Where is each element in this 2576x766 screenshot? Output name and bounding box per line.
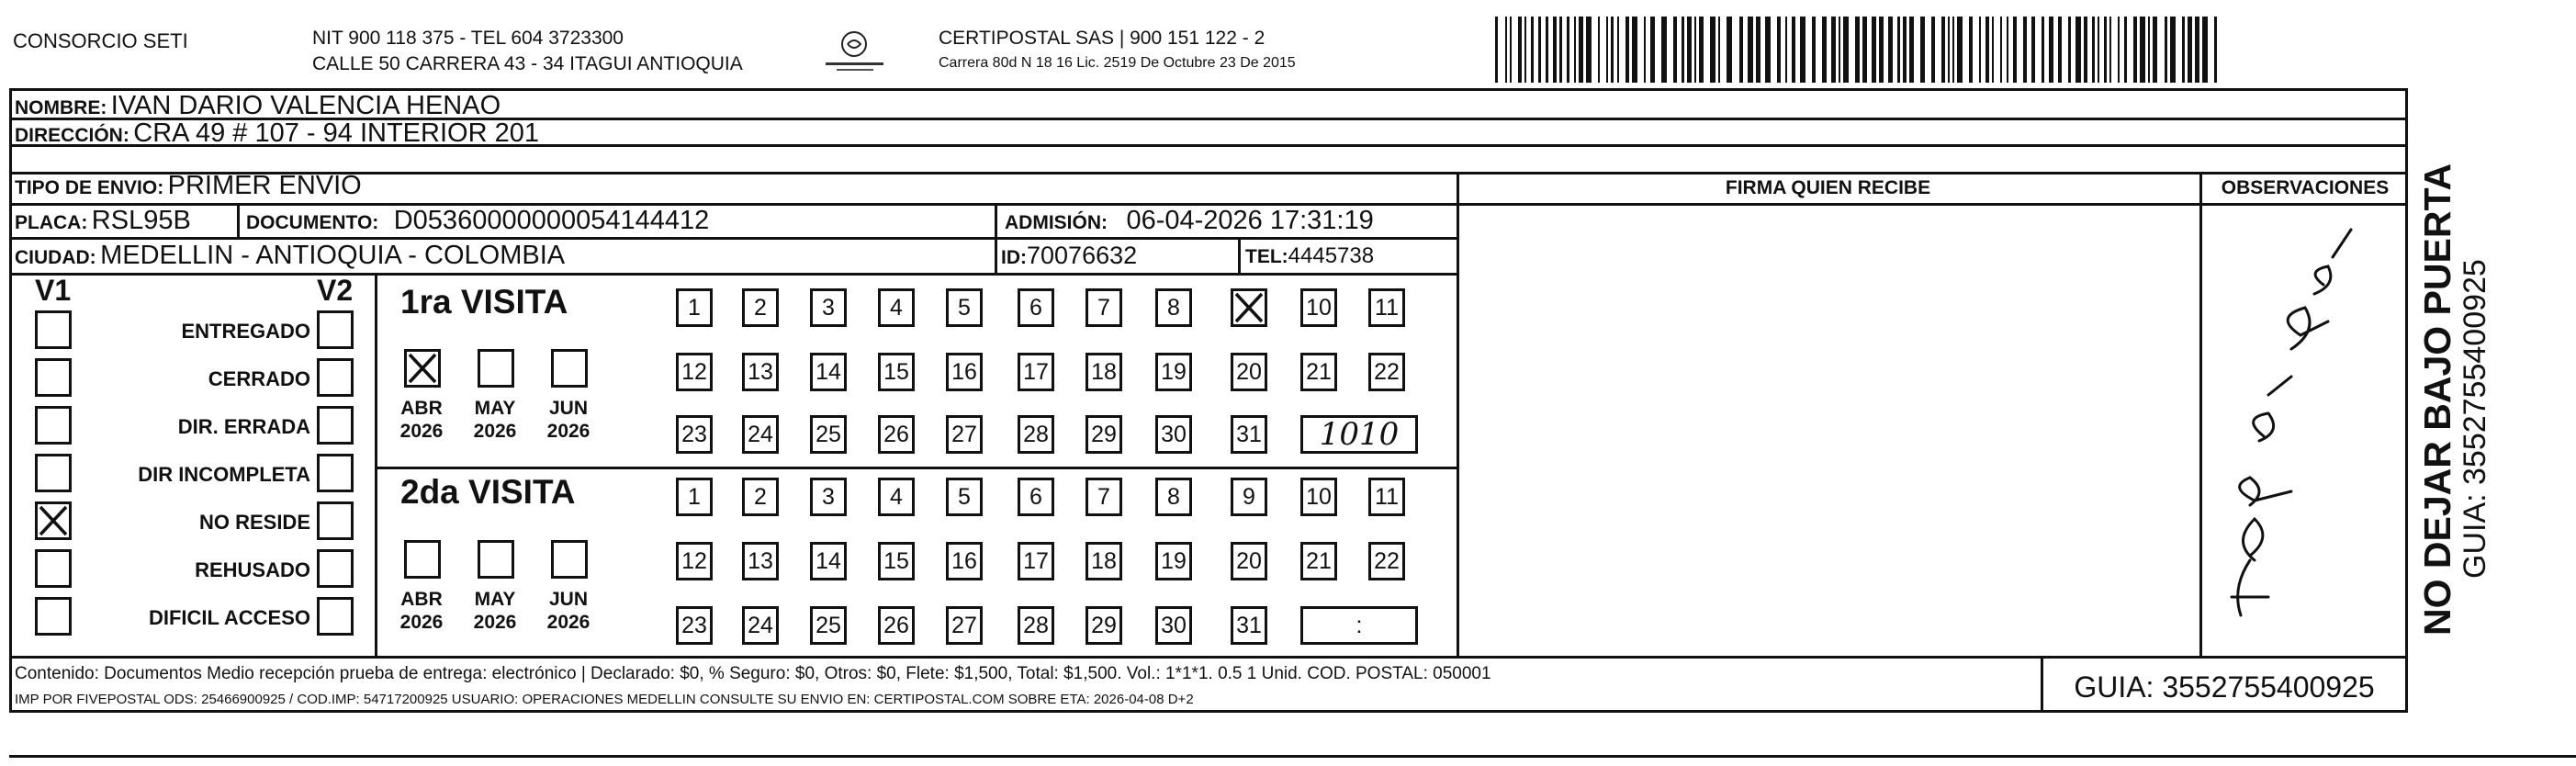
day-box[interactable]: 29	[1086, 415, 1122, 454]
day-box[interactable]: 14	[810, 542, 847, 580]
barcode-bar	[1625, 17, 1629, 83]
month-checkbox[interactable]	[478, 349, 514, 388]
month-label: ABR 2026	[399, 589, 444, 633]
company-name: CONSORCIO SETI	[13, 29, 188, 52]
barcode-bar	[1687, 17, 1692, 83]
barcode-bar	[1710, 17, 1715, 83]
v1-checkbox[interactable]	[35, 406, 72, 445]
barcode-bar	[1727, 17, 1732, 83]
tel-value: 4445738	[1288, 243, 1375, 268]
placa-row	[15, 206, 191, 236]
barcode-bar	[2092, 17, 2095, 83]
barcode-bar	[1872, 17, 1876, 83]
nombre-label: NOMBRE:	[15, 97, 107, 118]
admision-row	[1005, 206, 1374, 236]
direccion-row	[15, 118, 539, 149]
footer-content: Contenido: Documentos Medio recepción prueba de entrega: electrónico | Declarado: $0, % Seguro: $0, Otros: $0, Flete: $1,500, Total: $1,500. Vol.: 1*1*1. 0.5 1 Unid. COD. POSTAL: 050001	[15, 664, 1491, 683]
day-box[interactable]: 7	[1086, 288, 1122, 327]
day-box[interactable]: 11	[1368, 288, 1405, 327]
day-box[interactable]: 3	[810, 478, 847, 516]
barcode-bar	[2182, 17, 2185, 83]
reason-label: ENTREGADO	[181, 320, 310, 343]
barcode-bar	[1531, 17, 1534, 83]
day-box[interactable]: 6	[1018, 288, 1054, 327]
company-nit: NIT 900 118 375 - TEL 604 3723300	[312, 28, 624, 49]
day-box[interactable]: 6	[1018, 478, 1054, 516]
barcode-bar	[1598, 17, 1600, 83]
ciudad-value: MEDELLIN - ANTIOQUIA - COLOMBIA	[100, 241, 566, 270]
barcode-bar	[1606, 17, 1608, 83]
barcode-bar	[1909, 17, 1914, 83]
barcode-bar	[2007, 17, 2008, 83]
handwritten-signature	[2204, 211, 2406, 652]
day-box[interactable]: 27	[946, 606, 983, 645]
barcode-bar	[1510, 17, 1512, 83]
day-box[interactable]: 25	[810, 606, 847, 645]
reason-label: DIFICIL ACCESO	[148, 606, 310, 629]
barcode-bar	[1650, 17, 1655, 83]
day-box[interactable]: 23	[676, 415, 713, 454]
day-box[interactable]: 10	[1300, 478, 1337, 516]
admision-value: 06-04-2026 17:31:19	[1126, 206, 1374, 235]
barcode-bar	[1546, 17, 1548, 83]
tipo-label: TIPO DE ENVIO:	[15, 177, 164, 198]
time-box[interactable]: 1010	[1300, 415, 1418, 454]
barcode-bar	[1756, 17, 1760, 83]
barcode-bar	[2195, 17, 2199, 83]
barcode-bar	[2031, 17, 2035, 83]
day-box[interactable]: 4	[878, 478, 915, 516]
barcode-bar	[2013, 17, 2017, 83]
side-title: NO DEJAR BAJO PUERTA	[2416, 163, 2458, 636]
v1-checkbox[interactable]	[35, 454, 72, 492]
barcode-bar	[1903, 17, 1907, 83]
barcode-bar	[2170, 17, 2176, 83]
barcode-bar	[1661, 17, 1667, 83]
barcode-bar	[2165, 17, 2167, 83]
day-box[interactable]: 2	[742, 478, 779, 516]
day-box[interactable]: 4	[878, 288, 915, 327]
day-box[interactable]: 28	[1018, 606, 1054, 645]
barcode-bar	[1574, 17, 1576, 83]
barcode-bar	[1673, 17, 1677, 83]
barcode-bar	[1748, 17, 1753, 83]
barcode-bar	[2118, 17, 2120, 83]
carrier-name: CERTIPOSTAL SAS | 900 151 122 - 2	[939, 28, 1266, 49]
barcode-bar	[1611, 17, 1614, 83]
day-box[interactable]: 31	[1231, 606, 1267, 645]
day-box[interactable]: 17	[1018, 353, 1054, 391]
direccion-value: CRA 49 # 107 - 94 INTERIOR 201	[133, 118, 539, 148]
ciudad-row	[15, 241, 565, 271]
day-box[interactable]: 12	[676, 353, 713, 391]
day-box[interactable]: 9	[1231, 478, 1267, 516]
v1-checkbox[interactable]	[35, 549, 72, 588]
barcode-bar	[1952, 17, 1954, 83]
side-guia: GUIA: 3552755400925	[2458, 259, 2492, 579]
barcode-bar	[1739, 17, 1743, 83]
day-box[interactable]: 28	[1018, 415, 1054, 454]
barcode-bar	[1765, 17, 1771, 83]
day-box[interactable]: 31	[1231, 415, 1267, 454]
day-box[interactable]: 19	[1155, 353, 1192, 391]
month-label: JUN 2026	[546, 398, 591, 442]
first-visit-title: 1ra VISITA	[400, 283, 568, 321]
barcode-bar	[1831, 17, 1836, 83]
barcode-bar	[1879, 17, 1884, 83]
day-box[interactable]: 26	[878, 606, 915, 645]
day-box[interactable]: 1	[676, 478, 713, 516]
day-box-checked[interactable]	[1231, 288, 1267, 327]
day-box[interactable]: 20	[1231, 542, 1267, 580]
month-checkbox[interactable]	[404, 540, 441, 579]
barcode-bar	[1888, 17, 1893, 83]
placa-value: RSL95B	[91, 206, 191, 235]
barcode-bar	[1941, 17, 1945, 83]
documento-row	[246, 206, 709, 236]
day-box[interactable]: 24	[742, 415, 779, 454]
month-label: MAY 2026	[473, 589, 517, 633]
reason-label: CERRADO	[208, 367, 310, 390]
day-box[interactable]: 25	[810, 415, 847, 454]
day-box[interactable]: 1	[676, 288, 713, 327]
day-box[interactable]: 22	[1368, 542, 1405, 580]
barcode-bar	[1985, 17, 1989, 83]
barcode-bar	[1538, 17, 1541, 83]
barcode-bar	[1777, 17, 1781, 83]
tel-row	[1245, 243, 1374, 269]
barcode-bar	[2058, 17, 2062, 83]
day-box[interactable]: 7	[1086, 478, 1122, 516]
day-box[interactable]: 19	[1155, 542, 1192, 580]
day-box[interactable]: 30	[1155, 415, 1192, 454]
barcode-bar	[1586, 17, 1592, 83]
direccion-label: DIRECCIÓN:	[15, 125, 129, 146]
barcode-bar	[1992, 17, 1994, 83]
barcode-bar	[2098, 17, 2099, 83]
v1-checkbox[interactable]	[35, 597, 72, 636]
barcode-bar	[2000, 17, 2002, 83]
certipostal-logo	[820, 28, 889, 75]
day-box[interactable]: 12	[676, 542, 713, 580]
barcode-bar	[1694, 17, 1696, 83]
barcode-bar	[1524, 17, 1526, 83]
firma-label: FIRMA QUIEN RECIBE	[1725, 177, 1931, 198]
barcode-bar	[1855, 17, 1860, 83]
barcode-bar	[1518, 17, 1522, 83]
barcode-bar	[1920, 17, 1925, 83]
barcode-bar	[1969, 17, 1973, 83]
day-box[interactable]: 18	[1086, 542, 1122, 580]
tipo-value: PRIMER ENVIO	[167, 171, 362, 200]
v1-checkbox[interactable]	[35, 501, 72, 540]
barcode-bar	[2104, 17, 2107, 83]
v2-checkbox[interactable]	[317, 310, 354, 349]
day-box[interactable]: 29	[1086, 606, 1122, 645]
barcode-bar	[1505, 17, 1507, 83]
id-value: 70076632	[1027, 242, 1138, 269]
barcode-bar	[2109, 17, 2111, 83]
day-box[interactable]: 26	[878, 415, 915, 454]
month-checkbox[interactable]	[478, 540, 514, 579]
v1-checkbox[interactable]	[35, 358, 72, 397]
side-warning	[2417, 121, 2492, 636]
footer-guia: GUIA: 3552755400925	[2074, 670, 2375, 704]
barcode-bar	[1644, 17, 1646, 83]
day-box[interactable]: 10	[1300, 288, 1337, 327]
barcode-bar	[1553, 17, 1557, 83]
barcode	[1495, 0, 2230, 92]
second-visit-title: 2da VISITA	[400, 473, 576, 511]
reason-label: DIR INCOMPLETA	[138, 463, 310, 486]
ciudad-label: CIUDAD:	[15, 247, 96, 268]
day-box[interactable]: 17	[1018, 542, 1054, 580]
barcode-bar	[2049, 17, 2053, 83]
observaciones-label: OBSERVACIONES	[2221, 177, 2390, 198]
day-box[interactable]: 11	[1368, 478, 1405, 516]
day-box[interactable]: 13	[742, 542, 779, 580]
barcode-bar	[1567, 17, 1569, 83]
month-checkbox[interactable]	[551, 349, 588, 388]
day-box[interactable]: 15	[878, 353, 915, 391]
day-box[interactable]: 8	[1155, 288, 1192, 327]
day-box[interactable]: 30	[1155, 606, 1192, 645]
day-box[interactable]: 15	[878, 542, 915, 580]
day-box[interactable]: 2	[742, 288, 779, 327]
barcode-bar	[1979, 17, 1981, 83]
nombre-row	[15, 91, 501, 121]
v2-checkbox[interactable]	[317, 454, 354, 492]
barcode-bar	[2202, 17, 2208, 83]
documento-label: DOCUMENTO:	[246, 212, 379, 233]
placa-label: PLACA:	[15, 212, 88, 233]
v2-checkbox[interactable]	[317, 597, 354, 636]
month-checkbox[interactable]	[404, 349, 441, 388]
barcode-bar	[2042, 17, 2044, 83]
v1-label: V1	[35, 274, 72, 307]
footer-imp: IMP POR FIVEPOSTAL ODS: 25466900925 / COD.IMP: 54717200925 USUARIO: OPERACIONES MEDELLIN CONSULTE SU ENVIO EN: CERTIPOSTAL.COM SOBRE ETA: 2026-04-08 D+2	[15, 692, 1194, 707]
company-address: CALLE 50 CARRERA 43 - 34 ITAGUI ANTIOQUIA	[312, 53, 743, 74]
day-box[interactable]: 5	[946, 288, 983, 327]
barcode-bar	[1839, 17, 1840, 83]
barcode-bar	[2068, 17, 2071, 83]
month-label: JUN 2026	[546, 589, 591, 633]
day-box[interactable]: 21	[1300, 542, 1337, 580]
barcode-bar	[1718, 17, 1720, 83]
v2-checkbox[interactable]	[317, 501, 354, 540]
reason-label: NO RESIDE	[198, 511, 310, 534]
barcode-bar	[1812, 17, 1816, 83]
nombre-value: IVAN DARIO VALENCIA HENAO	[110, 91, 501, 120]
barcode-bar	[1862, 17, 1867, 83]
barcode-bar	[2140, 17, 2145, 83]
barcode-bar	[2023, 17, 2027, 83]
barcode-bar	[2084, 17, 2087, 83]
day-box[interactable]: 5	[946, 478, 983, 516]
day-box[interactable]: 23	[676, 606, 713, 645]
day-box[interactable]: 14	[810, 353, 847, 391]
v2-checkbox[interactable]	[317, 549, 354, 588]
month-label: ABR 2026	[399, 398, 444, 442]
day-box[interactable]: 20	[1231, 353, 1267, 391]
documento-value: D05360000000054144412	[393, 206, 710, 235]
id-row	[1001, 242, 1137, 270]
barcode-bar	[2188, 17, 2192, 83]
barcode-bar	[1843, 17, 1849, 83]
day-box[interactable]: 24	[742, 606, 779, 645]
reason-label: REHUSADO	[195, 558, 310, 581]
carrier-license: Carrera 80d N 18 16 Lic. 2519 De Octubre 23 De 2015	[939, 55, 1296, 71]
barcode-bar	[1495, 17, 1498, 83]
day-box[interactable]: 21	[1300, 353, 1337, 391]
tipo-row	[15, 171, 362, 201]
barcode-bar	[1559, 17, 1562, 83]
barcode-bar	[2214, 17, 2217, 83]
barcode-bar	[2075, 17, 2081, 83]
day-box[interactable]: 22	[1368, 353, 1405, 391]
barcode-bar	[1632, 17, 1637, 83]
barcode-bar	[1957, 17, 1963, 83]
barcode-bar	[1931, 17, 1935, 83]
day-box[interactable]: 13	[742, 353, 779, 391]
day-box[interactable]: 3	[810, 288, 847, 327]
month-checkbox[interactable]	[551, 540, 588, 579]
barcode-bar	[1682, 17, 1684, 83]
barcode-bar	[2124, 17, 2127, 83]
v2-label: V2	[317, 274, 354, 307]
day-box[interactable]: 8	[1155, 478, 1192, 516]
id-label: ID:	[1001, 247, 1027, 268]
barcode-bar	[1897, 17, 1900, 83]
v2-checkbox[interactable]	[317, 358, 354, 397]
barcode-bar	[1948, 17, 1950, 83]
barcode-bar	[1699, 17, 1704, 83]
tel-label: TEL:	[1245, 246, 1288, 267]
month-label: MAY 2026	[473, 398, 517, 442]
barcode-bar	[2133, 17, 2137, 83]
day-box[interactable]: 16	[946, 353, 983, 391]
barcode-bar	[1617, 17, 1619, 83]
day-box[interactable]: 27	[946, 415, 983, 454]
barcode-bar	[2148, 17, 2150, 83]
v1-checkbox[interactable]	[35, 310, 72, 349]
reason-label: DIR. ERRADA	[177, 415, 310, 438]
barcode-bar	[1579, 17, 1583, 83]
admision-label: ADMISIÓN:	[1005, 212, 1108, 233]
barcode-bar	[1785, 17, 1787, 83]
day-box[interactable]: 16	[946, 542, 983, 580]
barcode-bar	[1822, 17, 1827, 83]
time-box[interactable]: :	[1300, 606, 1418, 645]
v2-checkbox[interactable]	[317, 406, 354, 445]
day-box[interactable]: 18	[1086, 353, 1122, 391]
barcode-bar	[1792, 17, 1795, 83]
barcode-bar	[2153, 17, 2157, 83]
barcode-bar	[1800, 17, 1805, 83]
